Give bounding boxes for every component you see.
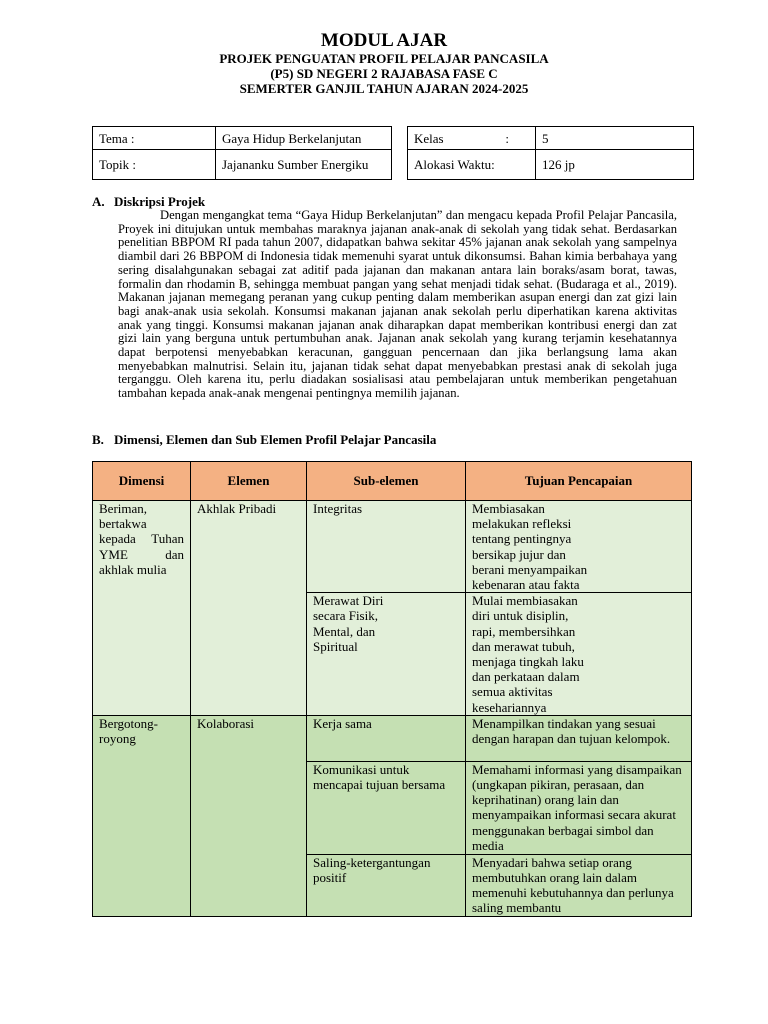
kelas-label: Kelas bbox=[414, 130, 444, 146]
dimensi-cell: Beriman, bertakwa kepada Tuhan YME dan akhlak mulia bbox=[93, 501, 191, 716]
header-tujuan-pencapaian: Tujuan Pencapaian bbox=[466, 462, 692, 501]
header-sub-elemen: Sub-elemen bbox=[307, 462, 466, 501]
table-row bbox=[93, 715, 692, 761]
tema-value: Gaya Hidup Berkelanjutan bbox=[216, 127, 392, 150]
table-row bbox=[93, 501, 692, 593]
section-b-heading bbox=[92, 432, 436, 448]
document-title: MODUL AJAR bbox=[320, 30, 448, 51]
kelas-label-cell bbox=[408, 127, 536, 150]
kelas-colon: : bbox=[505, 130, 509, 146]
document-subtitle-line-2: (P5) SD NEGERI 2 RAJABASA FASE C bbox=[270, 66, 498, 81]
tema-label: Tema : bbox=[93, 127, 216, 150]
tujuan-cell: Memahami informasi yang disampaikan (ungkapan pikiran, perasaan, dan keprihatinan) orang lain dan menyampaikan informasi secara akurat menggunakan berbagai simbol dan media bbox=[466, 761, 692, 854]
header-elemen: Elemen bbox=[191, 462, 307, 501]
tujuan-cell: Membiasakan melakukan refleksi tentang pentingnya bersikap jujur dan berani menyampaikan kebenaran atau fakta bbox=[466, 501, 692, 593]
sub-elemen-cell: Saling-ketergantungan positif bbox=[307, 854, 466, 916]
sub-elemen-cell: Merawat Diri secara Fisik, Mental, dan Spiritual bbox=[307, 593, 466, 716]
dimensi-cell: Bergotong-royong bbox=[93, 715, 191, 916]
tujuan-cell: Menyadari bahwa setiap orang membutuhkan orang lain dalam memenuhi kebutuhannya dan perlunya saling membantu bbox=[466, 854, 692, 916]
info-table-left bbox=[92, 126, 392, 180]
tujuan-cell: Menampilkan tindakan yang sesuai dengan harapan dan tujuan kelompok. bbox=[466, 715, 692, 761]
document-subtitle-line-1: PROJEK PENGUATAN PROFIL PELAJAR PANCASILA bbox=[219, 51, 549, 66]
alokasi-label: Alokasi Waktu: bbox=[408, 150, 536, 180]
document-subtitle-line-3: SEMERTER GANJIL TAHUN AJARAN 2024-2025 bbox=[239, 81, 529, 96]
alokasi-value: 126 jp bbox=[536, 150, 694, 180]
topik-label: Topik : bbox=[93, 150, 216, 180]
sub-elemen-cell: Integritas bbox=[307, 501, 466, 593]
elemen-cell: Kolaborasi bbox=[191, 715, 307, 916]
sub-elemen-cell: Kerja sama bbox=[307, 715, 466, 761]
section-b-title: Dimensi, Elemen dan Sub Elemen Profil Pelajar Pancasila bbox=[114, 432, 437, 447]
header-dimensi: Dimensi bbox=[93, 462, 191, 501]
section-a-letter: A. bbox=[92, 194, 105, 209]
kelas-value: 5 bbox=[536, 127, 694, 150]
elemen-cell: Akhlak Pribadi bbox=[191, 501, 307, 716]
tujuan-cell: Mulai membiasakan diri untuk disiplin, rapi, membersihkan dan merawat tubuh, menjaga tingkah laku dan perkataan dalam semua aktivitas kesehariannya bbox=[466, 593, 692, 716]
table-header-row bbox=[93, 462, 692, 501]
sub-elemen-cell: Komunikasi untuk mencapai tujuan bersama bbox=[307, 761, 466, 854]
section-a-title: Diskripsi Projek bbox=[114, 194, 206, 209]
dimension-table bbox=[92, 461, 692, 917]
section-b-letter: B. bbox=[92, 432, 104, 447]
project-description-paragraph: Dengan mengangkat tema “Gaya Hidup Berkelanjutan” dan mengacu kepada Profil Pelajar Pancasila, Proyek ini ditujukan untuk membahas maraknya jajanan anak-anak di sekolah yang tidak sehat. Berdasarkan penelitian BBPOM RI pada tahun 2007, didapatkan bahwa sekitar 45% jajanan anak sekolah yang sampelnya diambil dari 26 BBPOM di Indonesia tidak memenuhi syarat untuk dikonsumsi. Bahan kimia berbahaya yang sering disalahgunakan sebagai zat aditif pada jajanan dan makanan antara lain boraks/asam borat, tawas, formalin dan rhodamin B, sehingga membuat pangan yang sehat menjadi tidak sehat. (Budaraga et al., 2019). Makanan jajanan memegang peranan yang cukup penting dalam memberikan asupan energi dan zat gizi lain bagi anak-anak usia sekolah. Konsumsi makanan jajanan anak sekolah perlu diperhatikan karena aktivitas anak yang tinggi. Konsumsi makanan jajanan anak diharapkan dapat memberikan kontribusi energi dan zat gizi lain yang berguna untuk pertumbuhan anak. Jajanan anak sekolah yang kurang terjamin kesehatannya dapat berpotensi menyebabkan keracunan, gangguan pencernaan dan jika berlangsung lama akan menyebabkan malnutrisi. Selain itu, jajanan tidak sehat dapat menyebabkan prestasi anak di sekolah juga terganggu. Oleh karena itu, perlu diadakan sosialisasi atau pembelajaran untuk memberikan pengetahuan tambahan kepada anak-anak mengenai pentingnya memilih jajanan. bbox=[118, 208, 677, 401]
topik-value: Jajananku Sumber Energiku bbox=[216, 150, 392, 180]
info-table-right bbox=[407, 126, 694, 180]
